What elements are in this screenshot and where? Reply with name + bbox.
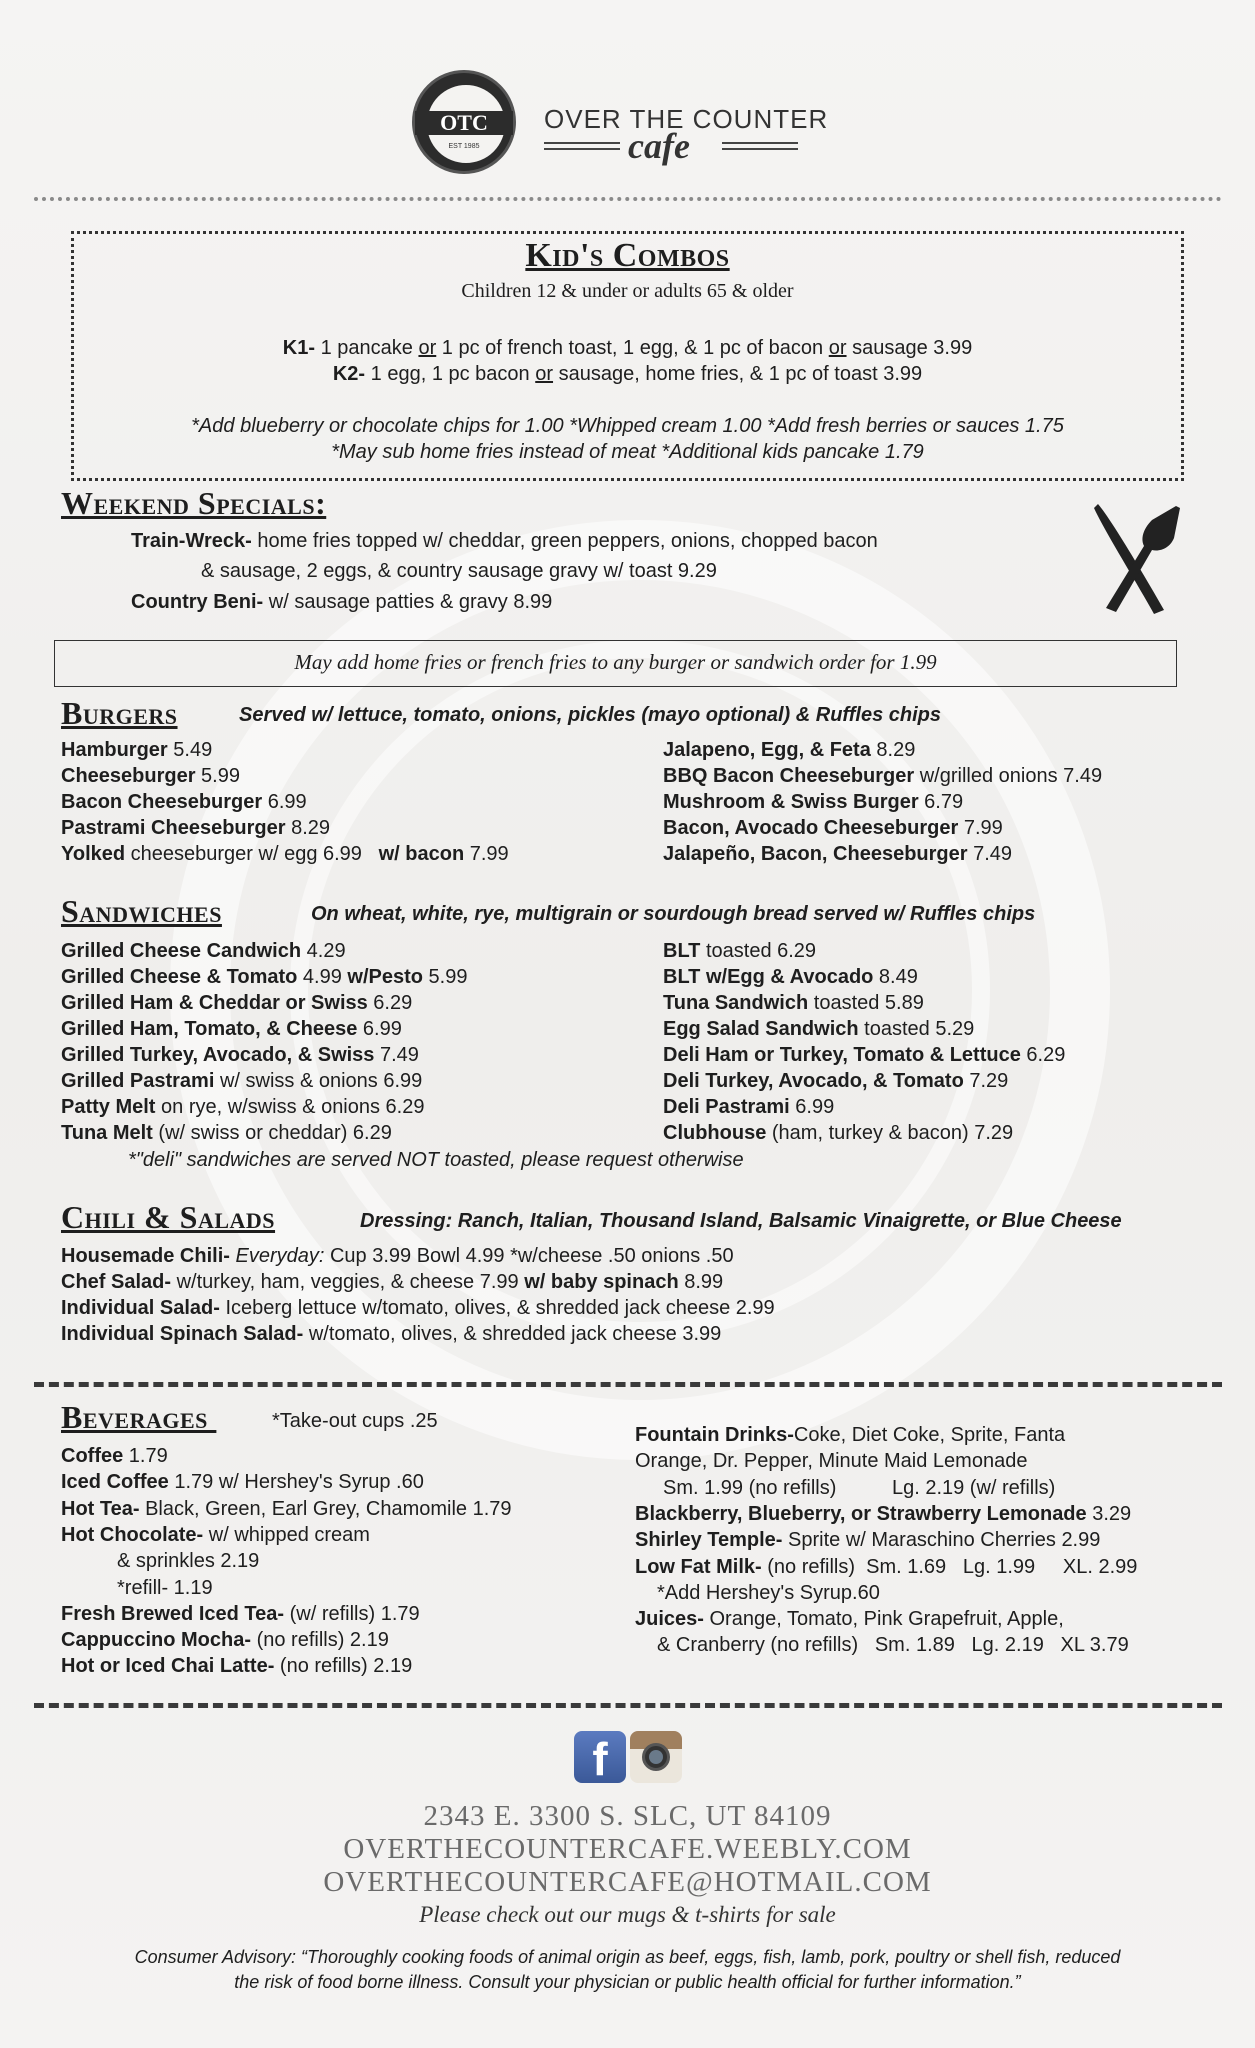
section-divider-top xyxy=(34,1382,1222,1387)
sandwich-item: BLT w/Egg & Avocado 8.49 xyxy=(663,966,918,988)
burger-item: Cheeseburger 5.99 xyxy=(61,765,240,787)
beverage-item: & sprinkles 2.19 xyxy=(117,1550,260,1573)
logo-rule-bottom xyxy=(722,142,798,150)
logo-badge-est: EST 1985 xyxy=(448,143,480,150)
k1-code: K1- xyxy=(282,337,316,359)
burger-item: Yolked cheeseburger w/ egg 6.99 w/ bacon 7.99 xyxy=(61,843,509,865)
beverage-item: Blackberry, Blueberry, or Strawberry Lemonade 3.29 xyxy=(635,1502,1132,1525)
sandwich-item: Clubhouse (ham, turkey & bacon) 7.29 xyxy=(663,1122,1014,1144)
sandwiches-note: *"deli" sandwiches are served NOT toasted, please request otherwise xyxy=(128,1149,744,1171)
header-divider xyxy=(34,197,1222,201)
weekend-specials-title: Weekend Specials: xyxy=(61,485,327,521)
kids-combos-subtitle: Children 12 & under or adults 65 & older xyxy=(461,280,794,302)
sandwich-item: Deli Ham or Turkey, Tomato & Lettuce 6.29 xyxy=(663,1044,1066,1066)
chili-salads-title: Chili & Salads xyxy=(61,1199,276,1235)
sandwich-item: Tuna Melt (w/ swiss or cheddar) 6.29 xyxy=(61,1122,392,1144)
logo-badge-text: OTC xyxy=(440,110,488,135)
sandwiches-title: Sandwiches xyxy=(61,893,222,929)
burgers-title: Burgers xyxy=(61,695,178,731)
sandwiches-desc: On wheat, white, rye, multigrain or sourdough bread served w/ Ruffles chips xyxy=(311,903,1036,925)
logo-badge xyxy=(412,70,516,174)
logo xyxy=(408,70,828,180)
facebook-icon[interactable]: f xyxy=(574,1731,626,1783)
sandwich-item: Deli Turkey, Avocado, & Tomato 7.29 xyxy=(663,1070,1009,1092)
sandwich-item: Grilled Cheese Candwich 4.29 xyxy=(61,940,346,962)
burgers-desc: Served w/ lettuce, tomato, onions, pickles (mayo optional) & Ruffles chips xyxy=(239,704,941,726)
chili-individual-salad: Individual Salad- Iceberg lettuce w/tomato, olives, & shredded jack cheese 2.99 xyxy=(61,1297,775,1319)
beverage-item: Orange, Dr. Pepper, Minute Maid Lemonade xyxy=(635,1450,1028,1473)
consumer-advisory-1: Consumer Advisory: “Thoroughly cooking foods of animal origin as beef, eggs, fish, lamb, pork, poultry or shell fish, reduced xyxy=(134,1947,1121,1967)
footer-website[interactable]: OVERTHECOUNTERCAFE.WEEBLY.COM xyxy=(343,1833,912,1865)
knife-fork-icon xyxy=(1090,498,1186,616)
footer-email[interactable]: OVERTHECOUNTERCAFE@HOTMAIL.COM xyxy=(323,1866,932,1898)
sandwich-item: Grilled Cheese & Tomato 4.99 w/Pesto 5.99 xyxy=(61,966,468,988)
sandwich-item: Grilled Turkey, Avocado, & Swiss 7.49 xyxy=(61,1044,419,1066)
beverage-item: & Cranberry (no refills) Sm. 1.89 Lg. 2.19 XL 3.79 xyxy=(657,1634,1129,1657)
instagram-icon[interactable] xyxy=(630,1731,682,1783)
sandwich-item: Deli Pastrami 6.99 xyxy=(663,1096,835,1118)
kids-combos-title: Kid's Combos xyxy=(525,237,730,274)
section-divider-bottom xyxy=(34,1703,1222,1708)
burger-item: Bacon, Avocado Cheeseburger 7.99 xyxy=(663,817,1003,839)
consumer-advisory-2: the risk of food borne illness. Consult your physician or public health official for further information.” xyxy=(234,1972,1021,1992)
burger-item: Bacon Cheeseburger 6.99 xyxy=(61,791,307,813)
chili-housemade: Housemade Chili- Everyday: Cup 3.99 Bowl 4.99 *w/cheese .50 onions .50 xyxy=(61,1245,734,1267)
footer-address: 2343 E. 3300 S. SLC, UT 84109 xyxy=(423,1800,832,1832)
beverage-item: Shirley Temple- Sprite w/ Maraschino Cherries 2.99 xyxy=(635,1529,1101,1552)
sandwich-item: Grilled Ham, Tomato, & Cheese 6.99 xyxy=(61,1018,402,1040)
beverage-item: *refill- 1.19 xyxy=(117,1576,213,1599)
beverage-item: Sm. 1.99 (no refills) Lg. 2.19 (w/ refills) xyxy=(663,1476,1056,1499)
k2-code: K2- xyxy=(332,363,366,385)
burger-item: BBQ Bacon Cheeseburger w/grilled onions 7.49 xyxy=(663,765,1103,787)
beverage-item: Fountain Drinks-Coke, Diet Coke, Sprite, Fanta xyxy=(635,1424,1066,1446)
chili-spinach-salad: Individual Spinach Salad- w/tomato, olives, & shredded jack cheese 3.99 xyxy=(61,1323,722,1345)
beverage-item: Hot Chocolate- w/ whipped cream xyxy=(61,1523,370,1546)
beverage-item: Hot or Iced Chai Latte- (no refills) 2.19 xyxy=(61,1655,413,1678)
sandwich-item: Tuna Sandwich toasted 5.89 xyxy=(663,992,924,1014)
beverage-item: Juices- Orange, Tomato, Pink Grapefruit, Apple, xyxy=(635,1608,1064,1631)
beverage-item: Iced Coffee 1.79 w/ Hershey's Syrup .60 xyxy=(61,1471,424,1494)
beverage-item: Coffee 1.79 xyxy=(61,1445,168,1467)
weekend-train-wreck-cont: & sausage, 2 eggs, & country sausage gravy w/ toast 9.29 xyxy=(201,560,717,582)
logo-name-top: OVER THE COUNTER xyxy=(544,104,829,134)
kids-note-1: *Add blueberry or chocolate chips for 1.00 *Whipped cream 1.00 *Add fresh berries or sauces 1.75 xyxy=(191,415,1064,437)
sandwich-item: Grilled Ham & Cheddar or Swiss 6.29 xyxy=(61,992,413,1014)
sandwich-item: Patty Melt on rye, w/swiss & onions 6.29 xyxy=(61,1096,425,1118)
kids-combo-k1: K1- 1 pancake or 1 pc of french toast, 1 egg, & 1 pc of bacon or sausage 3.99 xyxy=(282,337,973,359)
beverage-item: Cappuccino Mocha- (no refills) 2.19 xyxy=(61,1629,389,1652)
weekend-country-beni: Country Beni- w/ sausage patties & gravy 8.99 xyxy=(131,591,553,613)
burger-item: Hamburger 5.49 xyxy=(61,739,213,761)
chili-salads-desc: Dressing: Ranch, Italian, Thousand Island, Balsamic Vinaigrette, or Blue Cheese xyxy=(360,1210,1122,1232)
beverages-title: Beverages xyxy=(61,1399,217,1435)
beverage-item: Hot Tea- Black, Green, Earl Grey, Chamomile 1.79 xyxy=(61,1497,512,1520)
sandwich-item: Egg Salad Sandwich toasted 5.29 xyxy=(663,1018,975,1040)
beverage-item: *Add Hershey's Syrup.60 xyxy=(657,1581,880,1604)
footer-mugs-note: Please check out our mugs & t-shirts for sale xyxy=(419,1902,836,1927)
burger-item: Mushroom & Swiss Burger 6.79 xyxy=(663,791,964,813)
beverage-item: Low Fat Milk- (no refills) Sm. 1.69 Lg. 1.99 XL. 2.99 xyxy=(635,1555,1138,1578)
burger-item: Jalapeño, Bacon, Cheeseburger 7.49 xyxy=(663,843,1013,865)
burger-item: Pastrami Cheeseburger 8.29 xyxy=(61,817,331,839)
burger-item: Jalapeno, Egg, & Feta 8.29 xyxy=(663,739,916,761)
fries-note: May add home fries or french fries to any burger or sandwich order for 1.99 xyxy=(294,650,937,674)
sandwich-item: Grilled Pastrami w/ swiss & onions 6.99 xyxy=(61,1070,423,1092)
chili-chef-salad: Chef Salad- w/turkey, ham, veggies, & cheese 7.99 w/ baby spinach 8.99 xyxy=(61,1271,724,1293)
beverage-item: Fresh Brewed Iced Tea- (w/ refills) 1.79 xyxy=(61,1602,420,1625)
kids-combo-k2: K2- 1 egg, 1 pc bacon or sausage, home fries, & 1 pc of toast 3.99 xyxy=(332,363,923,385)
logo-name-bottom: cafe xyxy=(628,126,690,166)
beverages-note: *Take-out cups .25 xyxy=(272,1410,438,1432)
kids-note-2: *May sub home fries instead of meat *Additional kids pancake 1.79 xyxy=(331,441,924,463)
logo-rule-top xyxy=(544,142,620,150)
weekend-train-wreck: Train-Wreck- home fries topped w/ cheddar, green peppers, onions, chopped bacon xyxy=(131,530,878,552)
sandwich-item: BLT toasted 6.29 xyxy=(663,940,817,962)
